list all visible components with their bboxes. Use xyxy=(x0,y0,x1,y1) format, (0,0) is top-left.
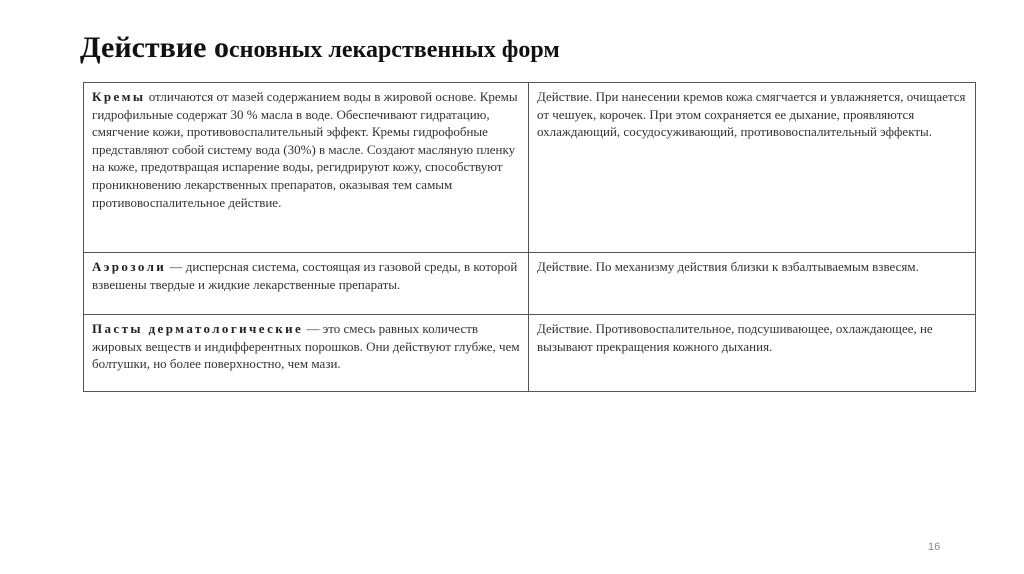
page-title-part1: Действие о xyxy=(80,31,229,64)
term-label: Пасты дерматологические xyxy=(92,321,304,336)
description-text: — дисперсная система, состоящая из газовой среды, в которой взвешены твердые и жидкие лекарственные препараты. xyxy=(92,259,518,292)
table-row xyxy=(84,83,976,253)
table-cell-action xyxy=(529,83,976,253)
dosage-forms-table xyxy=(83,82,976,392)
table-cell-description xyxy=(84,83,529,253)
table-cell-action xyxy=(529,315,976,392)
action-text: Действие. При нанесении кремов кожа смягчается и увлажняется, очищается от чешуек, корочек. При этом сохраняется ее дыхание, проявляются охлаждающий, сосудосуживающий, противовоспалительный эффекты. xyxy=(537,89,966,140)
term-label: Кремы xyxy=(92,89,146,104)
table-cell-description xyxy=(84,253,529,315)
table-cell-description xyxy=(84,315,529,392)
action-text: Действие. Противовоспалительное, подсушивающее, охлаждающее, не вызывают прекращения кожного дыхания. xyxy=(537,321,933,354)
action-text: Действие. По механизму действия близки к взбалтываемым взвесям. xyxy=(537,259,919,274)
term-label: Аэрозоли xyxy=(92,259,167,274)
description-text: — это смесь равных количеств жировых веществ и индифферентных порошков. Они действуют глубже, чем болтушки, но более поверхностно, чем мази. xyxy=(92,321,520,372)
page-title-part2: сновных лекарственных форм xyxy=(228,37,560,63)
table-row xyxy=(84,253,976,315)
description-text: отличаются от мазей содержанием воды в жировой основе. Кремы гидрофильные содержат 30 % масла в воде. Обеспечивают гидратацию, смягчение кожи, противовоспалительный эффект. Кремы гидрофобные представляют собой систему вода (30%) в масле. Создают масляную пленку на коже, предотвращая испарение воды, регидрируют кожу, способствуют проникновению лекарственных препаратов, оказывая тем самым противовоспалительное действие. xyxy=(92,89,518,210)
page-number: 16 xyxy=(928,541,941,553)
table-cell-action xyxy=(529,253,976,315)
page-title xyxy=(80,30,560,66)
table-row xyxy=(84,315,976,392)
